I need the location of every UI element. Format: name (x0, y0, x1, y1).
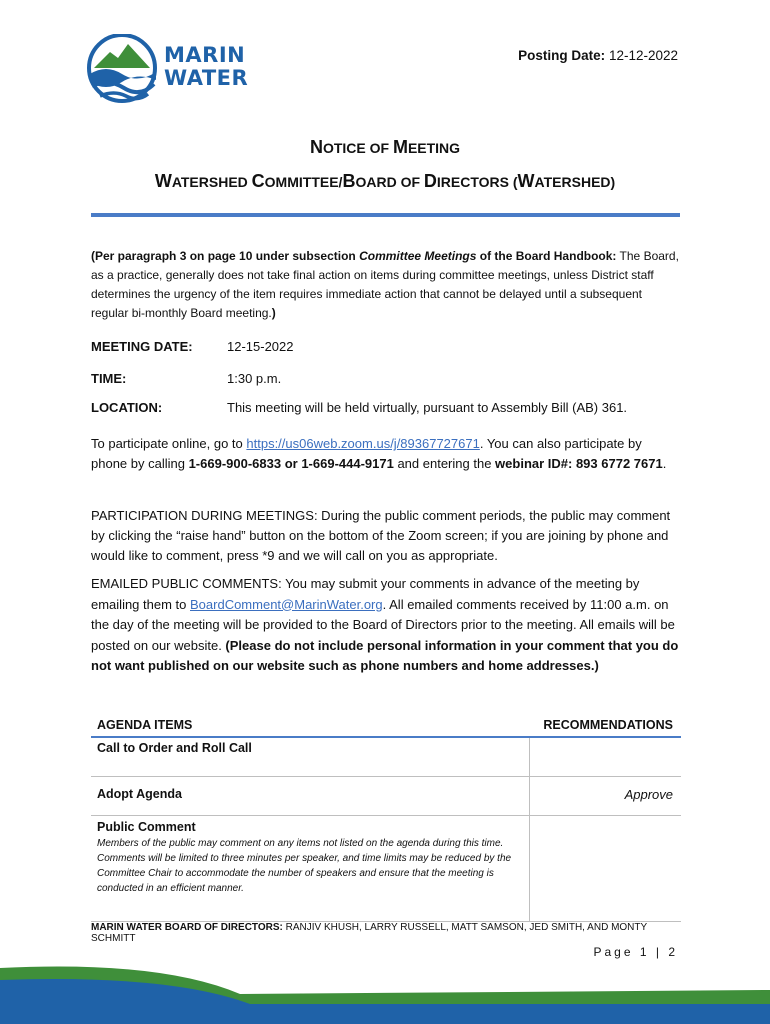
board-label: MARIN WATER BOARD OF DIRECTORS: (91, 922, 283, 933)
title-cap: D (423, 171, 437, 191)
title-sc: IRECTORS ( (436, 174, 518, 190)
posting-date (518, 48, 678, 63)
column-divider (529, 777, 530, 815)
footer-wave-decoration (0, 960, 770, 1024)
agenda-items-header: AGENDA ITEMS (97, 718, 193, 732)
agenda-header (91, 716, 681, 738)
zoom-link[interactable]: https://us06web.zoom.us/j/89367727671 (246, 436, 480, 451)
title-cap: N (309, 137, 323, 157)
online-text-1: To participate online, go to (91, 436, 247, 451)
agenda-item-title: Call to Order and Roll Call (97, 741, 252, 755)
column-divider (529, 816, 530, 921)
page-number: Page 1 | 2 (593, 945, 678, 959)
intro-italic: Committee Meetings (359, 249, 477, 263)
title-committee (0, 171, 770, 192)
title-sc: ATERSHED (171, 174, 252, 190)
title-sc: EETING (407, 140, 461, 156)
online-text-3: and entering the (393, 456, 496, 471)
logo-line-2: WATER (164, 66, 249, 90)
emailed-text-2: . All emailed comments received by 11:00 a.m. on the day of the meeting will be provided to the Board of Directors prior to the meeting. All emails will be posted on our website. (91, 596, 675, 653)
emailed-text-1: EMAILED PUBLIC COMMENTS: You may submit your comments in advance of the meeting by emailing them to (91, 576, 640, 612)
online-text-2: . You can also participate by phone by calling (91, 436, 642, 471)
webinar-id: webinar ID#: 893 6772 7671 (495, 456, 663, 471)
column-divider (529, 738, 530, 776)
intro-close: ) (271, 306, 276, 320)
logo-wordmark (164, 44, 248, 90)
table-row (91, 738, 681, 777)
table-row (91, 816, 681, 922)
title-cap: W (154, 171, 172, 191)
posting-date-value: 12-12-2022 (608, 48, 678, 63)
title-sc: ATERSHED) (534, 174, 616, 190)
board-of-directors-footer (91, 922, 681, 944)
agenda-item-title: Public Comment (97, 820, 196, 834)
board-comment-email-link[interactable]: BoardComment@MarinWater.org (190, 596, 383, 612)
mountain-water-logo-icon (86, 34, 160, 106)
participation-text: During the public comment periods, the public may comment by clicking the “raise hand” button on the bottom of the Zoom screen; if you are joining by phone and would like to comment, press *9 and we will call on you as appropriate. (91, 508, 671, 563)
time-label: TIME: (91, 371, 127, 386)
title-sc: OARD OF (355, 174, 424, 190)
meeting-date-label: MEETING DATE: (91, 339, 193, 354)
marin-water-logo (86, 34, 249, 106)
title-sc: OMMITTEE/ (264, 174, 343, 190)
title-divider (91, 213, 680, 217)
intro-bold-end: of the Board Handbook: (476, 249, 617, 263)
time-value: 1:30 p.m. (227, 371, 282, 386)
location-label: LOCATION: (91, 400, 163, 415)
agenda-item-description: Members of the public may comment on any items not listed on the agenda during this time. Comments will be limited to three minutes per speaker, and time limits may be reduced by the Committee Chair to accommodate the number of speakers and ensure that the meeting is conducted in an efficient manner. (97, 838, 512, 894)
title-cap: W (517, 171, 535, 191)
location-value: This meeting will be held virtually, pursuant to Assembly Bill (AB) 361. (227, 400, 628, 415)
title-cap: C (251, 171, 265, 191)
phone-numbers: 1-669-900-6833 or 1-669-444-9171 (188, 456, 394, 471)
title-cap: B (342, 171, 356, 191)
logo-line-1: MARIN (164, 43, 246, 67)
agenda-table (91, 716, 681, 922)
online-text-4: . (662, 456, 667, 471)
table-row (91, 777, 681, 816)
emailed-comments-paragraph (91, 574, 681, 677)
emailed-bold-warning: (Please do not include personal information in your comment that you do not want published on our website such as phone numbers and home addresses.) (91, 637, 679, 673)
agenda-item-recommendation: Approve (624, 787, 673, 802)
title-cap: M (392, 137, 408, 157)
participation-label: PARTICIPATION DURING MEETINGS: (91, 508, 318, 523)
recommendations-header: RECOMMENDATIONS (543, 718, 673, 732)
title-sc: OTICE OF (322, 140, 393, 156)
agenda-item-title: Adopt Agenda (97, 787, 182, 801)
title-notice-of-meeting (0, 137, 770, 158)
board-names: RANJIV KHUSH, LARRY RUSSELL, MATT SAMSON, JED SMITH, AND MONTY SCHMITT (91, 922, 648, 944)
intro-paragraph (91, 247, 681, 323)
posting-date-label: Posting Date: (518, 48, 606, 63)
intro-bold-start: (Per paragraph 3 on page 10 under subsection (91, 249, 360, 263)
intro-text: The Board, as a practice, generally does not take final action on items during committee meetings, unless District staff determines the urgency of the item requires immediate action that cannot be delayed until a subsequent regular bi-monthly Board meeting. (91, 249, 679, 320)
online-participation-paragraph (91, 434, 681, 474)
meeting-date-value: 12-15-2022 (227, 339, 294, 354)
participation-paragraph (91, 506, 681, 566)
